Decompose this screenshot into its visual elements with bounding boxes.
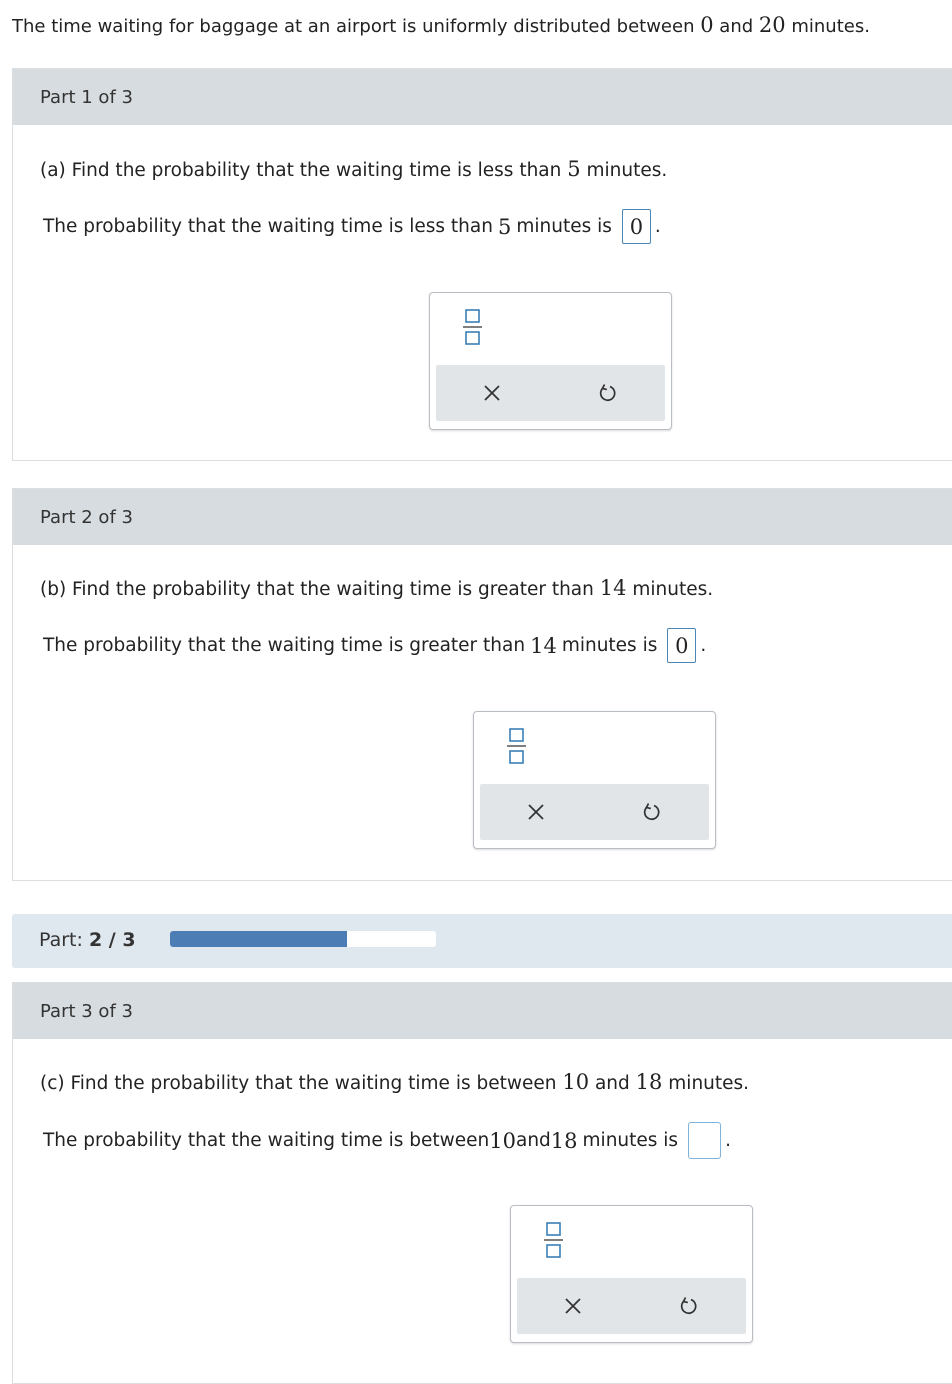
part-1-answer-line (43, 209, 661, 244)
intro-text-end: minutes. (785, 16, 870, 37)
period: . (654, 216, 661, 237)
question-number-1: 10 (562, 1070, 590, 1094)
question-text: (a) Find the probability that the waiting time is less than (40, 160, 568, 181)
fraction-icon[interactable] (543, 1220, 565, 1260)
fraction-icon[interactable] (506, 726, 528, 766)
part-2-answer-line (43, 628, 706, 663)
problem-statement (12, 13, 870, 37)
answer-prompt: The probability that the waiting time is greater than (43, 635, 526, 656)
question-text: (c) Find the probability that the waiting time is between (40, 1073, 563, 1094)
question-text-and: and (589, 1073, 636, 1094)
progress-track (170, 931, 436, 947)
undo-icon[interactable] (677, 1295, 699, 1317)
part-2-panel (12, 488, 952, 881)
answer-prompt-end: minutes is (582, 1130, 679, 1151)
undo-icon[interactable] (596, 382, 618, 404)
answer-prompt-and: and (515, 1130, 551, 1151)
question-text-end: minutes. (626, 579, 714, 600)
toolbar-actions (436, 365, 665, 421)
part-1-header: Part 1 of 3 (13, 69, 952, 125)
intro-upper-bound: 20 (758, 13, 786, 37)
period: . (700, 635, 707, 656)
period: . (725, 1130, 731, 1151)
part-3-answer-input[interactable] (688, 1122, 721, 1159)
fraction-icon[interactable] (462, 307, 484, 347)
intro-text: The time waiting for baggage at an airport is uniformly distributed between (12, 16, 701, 37)
progress-fill (170, 931, 347, 947)
question-number: 5 (567, 157, 581, 181)
toolbar-actions (517, 1278, 746, 1334)
progress-bar (12, 914, 952, 968)
close-icon[interactable] (525, 801, 547, 823)
part-1-question (40, 157, 667, 181)
part-1-math-toolbar (429, 292, 672, 430)
close-icon[interactable] (481, 382, 503, 404)
progress-label (39, 929, 136, 951)
answer-prompt-end: minutes is (516, 216, 612, 237)
part-3-question (40, 1070, 749, 1094)
part-2-math-toolbar (473, 711, 716, 849)
answer-prompt-number: 5 (497, 214, 512, 239)
part-3-math-toolbar (510, 1205, 753, 1343)
part-3-panel (12, 982, 952, 1384)
part-3-answer-line (43, 1122, 731, 1159)
question-text-end: minutes. (580, 160, 668, 181)
intro-text-and: and (713, 16, 759, 37)
question-text-end: minutes. (662, 1073, 750, 1094)
question-text: (b) Find the probability that the waiting time is greater than (40, 579, 600, 600)
answer-prompt: The probability that the waiting time is less than (43, 216, 493, 237)
part-2-question (40, 576, 713, 600)
part-1-answer-input[interactable]: 0 (622, 209, 651, 244)
answer-prompt: The probability that the waiting time is between (43, 1130, 490, 1151)
part-3-header: Part 3 of 3 (13, 983, 952, 1039)
toolbar-actions (480, 784, 709, 840)
close-icon[interactable] (562, 1295, 584, 1317)
answer-prompt-end: minutes is (561, 635, 658, 656)
intro-lower-bound: 0 (700, 13, 714, 37)
answer-prompt-number-1: 10 (489, 1128, 516, 1153)
progress-value: 2 / 3 (88, 929, 136, 951)
answer-prompt-number-2: 18 (550, 1128, 578, 1153)
question-number: 14 (599, 576, 627, 600)
progress-label-text: Part: (39, 929, 89, 951)
part-1-panel (12, 68, 952, 461)
part-2-answer-input[interactable]: 0 (667, 628, 696, 663)
part-2-header: Part 2 of 3 (13, 489, 952, 545)
answer-prompt-number: 14 (530, 633, 557, 658)
undo-icon[interactable] (640, 801, 662, 823)
question-number-2: 18 (635, 1070, 663, 1094)
